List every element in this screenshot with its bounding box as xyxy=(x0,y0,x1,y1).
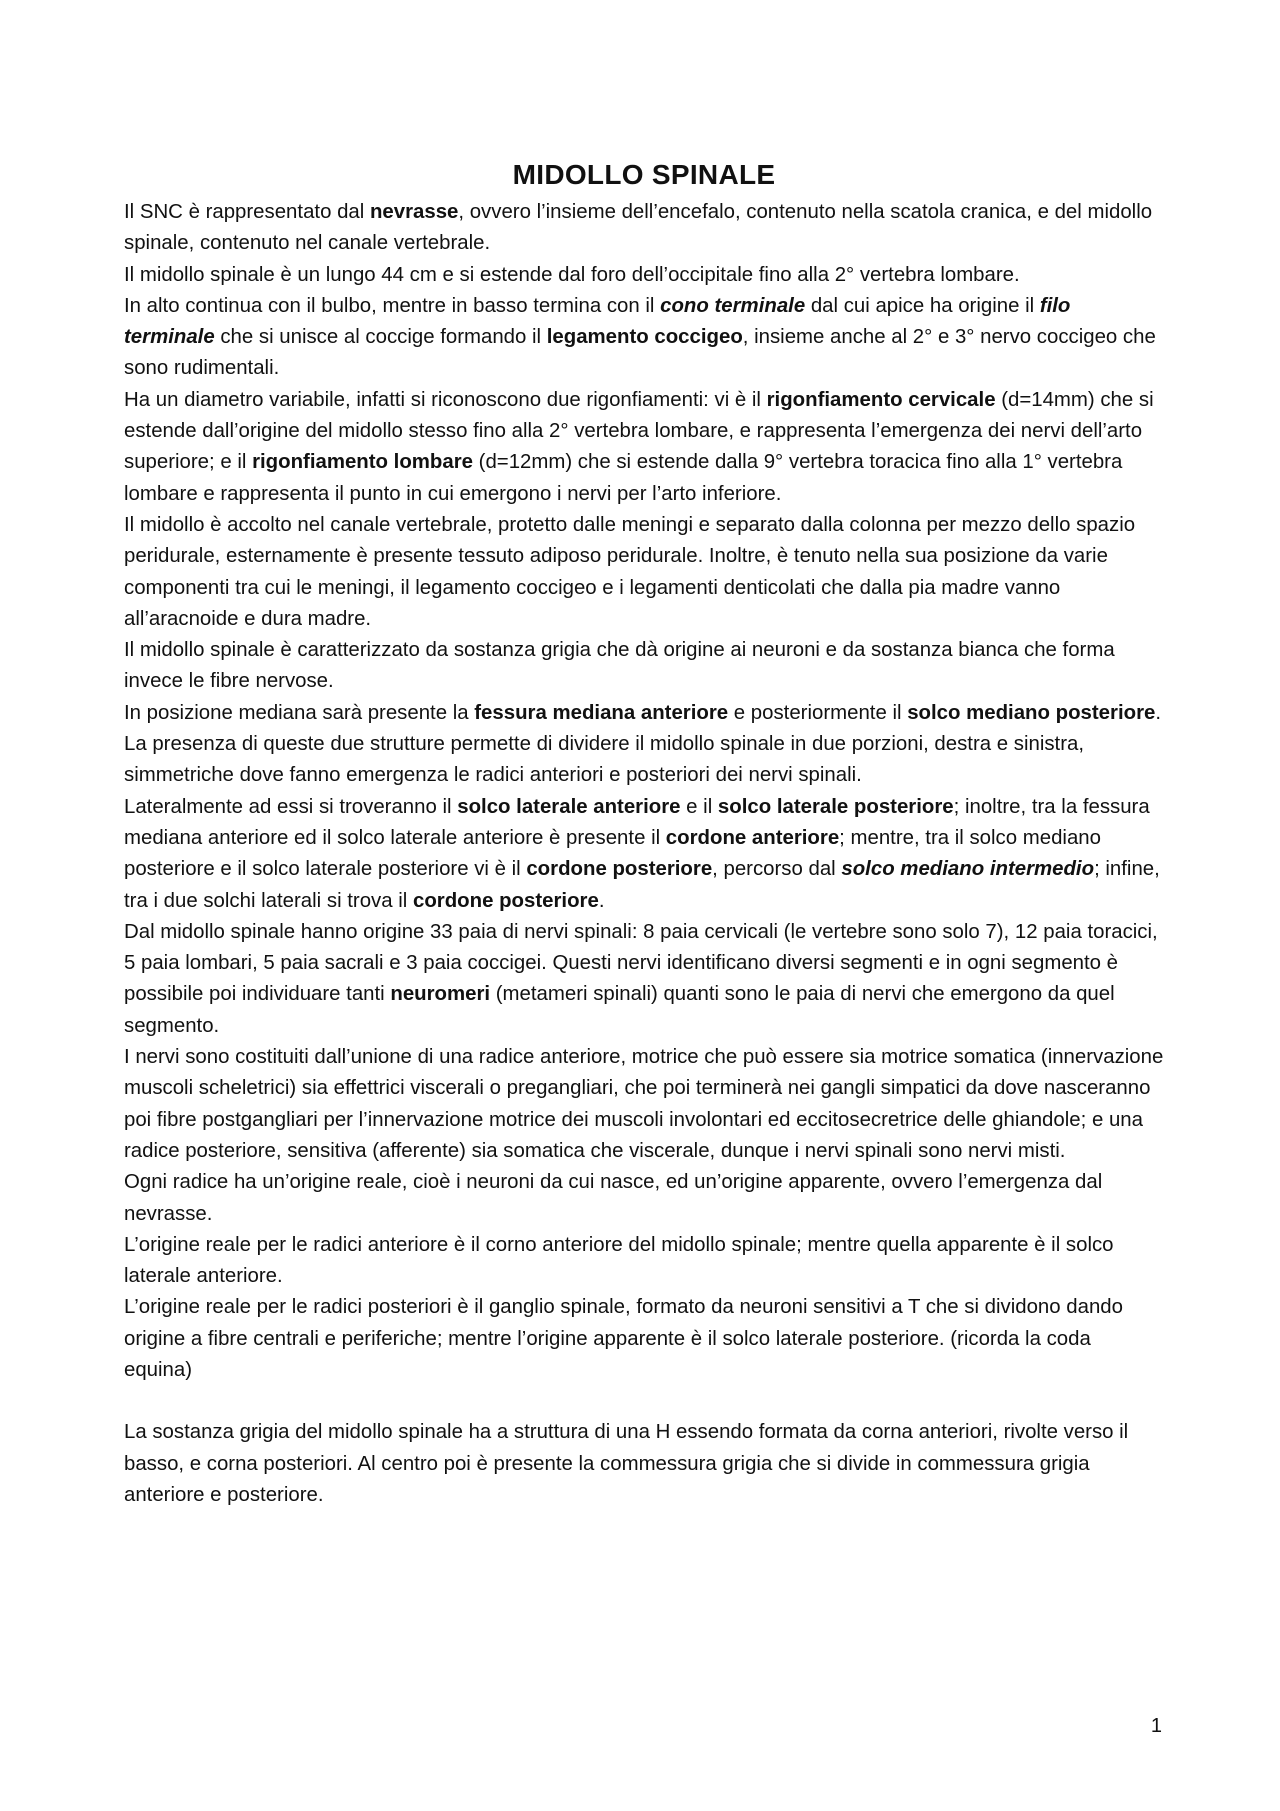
text-run: Ha un diametro variabile, infatti si riconoscono due rigonfiamenti: vi è il xyxy=(124,388,767,411)
text-run: (d=14mm) che si estende dall’origine del midollo stesso fino alla 2° vertebra lombare, e rappresenta l’emergenza dei nervi dell’arto superiore; e il xyxy=(124,388,1154,474)
paragraph xyxy=(124,1417,1164,1511)
bold-term: rigonfiamento cervicale xyxy=(766,388,996,411)
paragraph xyxy=(124,1292,1164,1386)
paragraph xyxy=(124,385,1164,510)
paragraph xyxy=(124,1042,1164,1167)
bold-term: cordone anteriore xyxy=(665,826,840,849)
paragraph xyxy=(124,197,1164,260)
text-run: In posizione mediana sarà presente la xyxy=(124,701,475,724)
text-run: La sostanza grigia del midollo spinale ha a struttura di una H essendo formata da corna anteriori, rivolte verso il basso, e corna posteriori. Al centro poi è presente la commessura grigia che si divide in commessura grigia anteriore e posteriore. xyxy=(124,1421,1129,1506)
bold-italic-term: cono terminale xyxy=(660,294,806,317)
text-run: ; inoltre, tra la fessura mediana anteriore ed il solco laterale anteriore è presente il xyxy=(124,795,1150,849)
text-run: dal cui apice ha origine il xyxy=(805,294,1040,317)
text-run: Il SNC è rappresentato dal xyxy=(124,201,370,223)
paragraph xyxy=(124,635,1164,698)
document-body xyxy=(124,197,1164,1511)
paragraph xyxy=(124,917,1164,1042)
bold-term: neuromeri xyxy=(390,983,491,1006)
text-run: Ogni radice ha un’origine reale, cioè i neuroni da cui nasce, ed un’origine apparente, ovvero l’emergenza dal nevrasse. xyxy=(124,1171,1103,1225)
paragraph xyxy=(124,291,1164,385)
text-run: L’origine reale per le radici posteriori è il ganglio spinale, formato da neuroni sensitivi a T che si dividono dando origine a fibre centrali e periferiche; mentre l’origine apparente è il solco laterale posteriore. (ricorda la coda equina) xyxy=(124,1296,1123,1381)
text-run: , insieme anche al 2° e 3° nervo coccigeo che sono rudimentali. xyxy=(124,326,1156,380)
bold-term: legamento coccigeo xyxy=(546,326,743,349)
text-run: . xyxy=(598,889,605,912)
text-run: . La presenza di queste due strutture permette di dividere il midollo spinale in due porzioni, destra e sinistra, simmetriche dove fanno emergenza le radici anteriori e posteriori dei nervi spinali. xyxy=(124,701,1162,787)
bold-term: cordone posteriore xyxy=(412,889,599,912)
text-run: e il xyxy=(680,795,718,818)
bold-term: solco laterale posteriore xyxy=(717,795,954,818)
paragraph xyxy=(124,792,1164,917)
text-run: I nervi sono costituiti dall’unione di una radice anteriore, motrice che può essere sia motrice somatica (innervazione muscoli scheletrici) sia effettrici viscerali o pregangliari, che poi terminerà nei gangli simpatici da dove nasceranno poi fibre postgangliari per l’innervazione motrice dei muscoli involontari ed eccitosecretrice delle ghiandole; e una radice posteriore, sensitiva (afferente) sia somatica che viscerale, dunque i nervi spinali sono nervi misti. xyxy=(124,1046,1164,1162)
text-run: , ovvero l’insieme dell’encefalo, contenuto nella scatola cranica, e del midollo spinale, contenuto nel canale vertebrale. xyxy=(124,201,1153,255)
text-run: Il midollo è accolto nel canale vertebrale, protetto dalle meningi e separato dalla colonna per mezzo dello spazio peridurale, esternamente è presente tessuto adiposo peridurale. Inoltre, è tenuto nella sua posizione da varie componenti tra cui le meningi, il legamento coccigeo e i legamenti denticolati che dalla pia madre vanno all’aracnoide e dura madre. xyxy=(124,513,1136,630)
text-run: , percorso dal xyxy=(712,858,842,881)
text-run: In alto continua con il bulbo, mentre in basso termina con il xyxy=(124,294,661,317)
bold-term: fessura mediana anteriore xyxy=(474,701,729,724)
bold-term: solco mediano posteriore xyxy=(907,701,1156,724)
page-title: MIDOLLO SPINALE xyxy=(512,159,776,190)
bold-term: cordone posteriore xyxy=(526,858,713,881)
text-run: Dal midollo spinale hanno origine 33 paia di nervi spinali: 8 paia cervicali (le vertebre sono solo 7), 12 paia toracici, 5 paia lombari, 5 paia sacrali e 3 paia coccigei. Questi nervi identificano diversi segmenti e in ogni segmento è possibile poi individuare tanti xyxy=(124,920,1158,1006)
bold-term: nevrasse xyxy=(369,201,459,223)
paragraph xyxy=(124,1167,1164,1230)
text-run: Il midollo spinale è un lungo 44 cm e si estende dal foro dell’occipitale fino alla 2° vertebra lombare. xyxy=(124,263,1020,286)
bold-term: solco laterale anteriore xyxy=(457,795,681,818)
text-run: Il midollo spinale è caratterizzato da sostanza grigia che dà origine ai neuroni e da sostanza bianca che forma invece le fibre nervose. xyxy=(124,639,1115,693)
page-number: 1 xyxy=(1150,1715,1162,1737)
text-run: Lateralmente ad essi si troveranno il xyxy=(124,795,458,818)
document-page xyxy=(124,155,1164,1511)
text-run: ; infine, tra i due solchi laterali si trova il xyxy=(124,858,1160,912)
paragraph xyxy=(124,698,1164,792)
paragraph xyxy=(124,260,1164,291)
paragraph xyxy=(124,1230,1164,1293)
text-run: (metameri spinali) quanti sono le paia di nervi che emergono da quel segmento. xyxy=(124,983,1115,1037)
text-run: (d=12mm) che si estende dalla 9° vertebra toracica fino alla 1° vertebra lombare e rappresenta il punto in cui emergono i nervi per l’arto inferiore. xyxy=(124,451,1123,505)
bold-term: rigonfiamento lombare xyxy=(252,451,473,474)
text-run: L’origine reale per le radici anteriore è il corno anteriore del midollo spinale; mentre quella apparente è il solco laterale anteriore. xyxy=(124,1233,1114,1288)
bold-italic-term: solco mediano intermedio xyxy=(841,858,1095,881)
bold-italic-term: filo terminale xyxy=(124,294,1071,349)
text-run: ; mentre, tra il solco mediano posteriore e il solco laterale posteriore vi è il xyxy=(124,826,1101,881)
paragraph xyxy=(124,510,1164,635)
text-run: che si unisce al coccige formando il xyxy=(214,326,547,349)
text-run: e posteriormente il xyxy=(728,701,908,724)
